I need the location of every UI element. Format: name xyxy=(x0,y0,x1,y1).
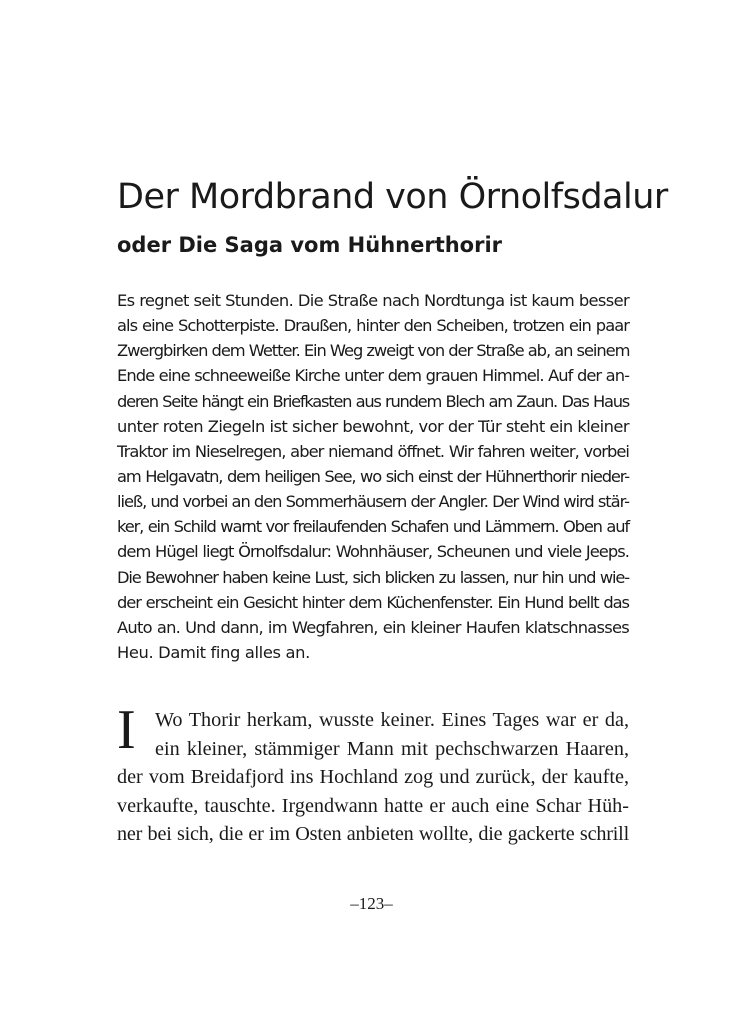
chapter-title: Der Mordbrand von Örnolfsdalur xyxy=(117,177,668,217)
intro-paragraph xyxy=(117,288,629,665)
intro-line: Heu. Damit fing alles an. xyxy=(117,642,310,662)
intro-line: am Helgavatn, dem heiligen See, wo sich einst der Hühnerthorir nieder- xyxy=(117,466,629,486)
intro-line: deren Seite hängt ein Briefkasten aus rundem Blech am Zaun. Das Haus xyxy=(117,391,629,411)
intro-line: der erscheint ein Gesicht hinter dem Küchenfenster. Ein Hund bellt das xyxy=(117,592,629,612)
intro-line: dem Hügel liegt Örnolfsdalur: Wohnhäuser, Scheunen und viele Jeeps. xyxy=(117,542,629,562)
page-number: –123– xyxy=(350,894,393,913)
body-line: ner bei sich, die er im Osten anbieten wollte, die gackerte schrill xyxy=(117,823,629,845)
body-line: ein kleiner, stämmiger Mann mit pechschwarzen Haaren, xyxy=(155,737,629,760)
intro-line: Ende eine schneeweiße Kirche unter dem grauen Himmel. Auf der an- xyxy=(117,366,629,386)
intro-line: ker, ein Schild warnt vor freilaufenden Schafen und Lämmern. Oben auf xyxy=(117,517,629,537)
section-marker: I xyxy=(117,699,136,761)
intro-line: als eine Schotterpiste. Draußen, hinter den Scheiben, trotzen ein paar xyxy=(117,316,629,336)
intro-line: Traktor im Nieselregen, aber niemand öffnet. Wir fahren weiter, vorbei xyxy=(117,441,629,461)
chapter-subtitle: oder Die Saga vom Hühnerthorir xyxy=(117,233,503,257)
intro-line: Die Bewohner haben keine Lust, sich blicken zu lassen, nur hin und wie- xyxy=(117,567,629,587)
body-line: verkaufte, tauschte. Irgendwann hatte er auch eine Schar Hüh- xyxy=(117,794,629,817)
section-body xyxy=(117,706,629,849)
intro-line: Es regnet seit Stunden. Die Straße nach Nordtunga ist kaum besser xyxy=(117,291,629,310)
body-line: der vom Breidafjord ins Hochland zog und zurück, der kaufte, xyxy=(117,766,629,788)
intro-line: Zwergbirken dem Wetter. Ein Weg zweigt von der Straße ab, an seinem xyxy=(117,341,630,361)
intro-line: Auto an. Und dann, im Wegfahren, ein kleiner Haufen klatschnasses xyxy=(117,617,629,637)
intro-line: ließ, und vorbei an den Sommerhäusern der Angler. Der Wind wird stär- xyxy=(117,492,629,512)
intro-line: unter roten Ziegeln ist sicher bewohnt, vor der Tür steht ein kleiner xyxy=(117,416,629,436)
body-line: Wo Thorir herkam, wusste keiner. Eines Tages war er da, xyxy=(155,709,629,731)
